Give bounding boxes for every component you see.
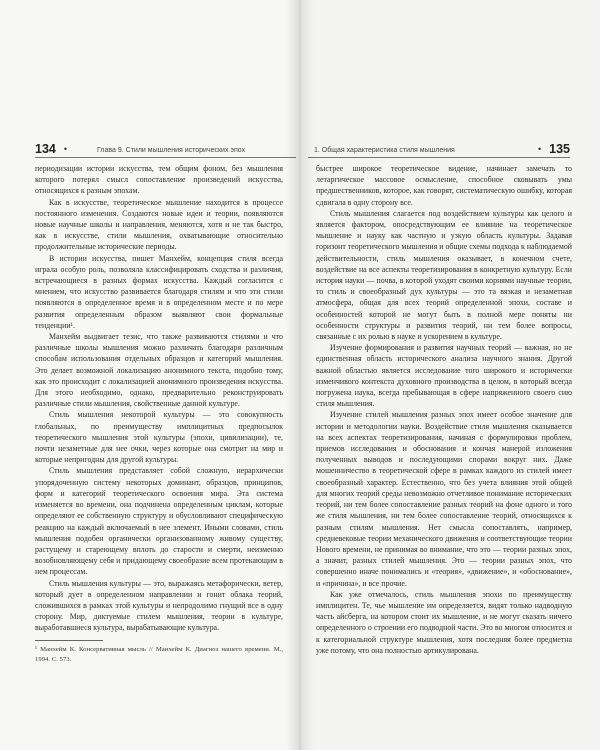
right-bullet: • — [537, 144, 542, 154]
left-body-text — [35, 163, 283, 634]
left-page-number: 134 — [35, 142, 56, 156]
right-page — [300, 0, 600, 750]
left-paragraph-2: Как в искусстве, теоретическое мышление находится в процессе постоянного изменения. Создаются новые идеи и теории, появляются новые научные школы и направления, меняются, хотя и не так быстро, как в искусстве, стили мышления, охватывающие относительно продолжительные исторические периоды. — [35, 197, 283, 252]
right-paragraph-1: быстрее широкое теоретическое видение, начинает замечать то летаргическое массовое осмысление, способное сковывать умы предшественников, которое, как говорят, систематическую ошибку, которая сдвигала в одну сторону все. — [316, 164, 572, 207]
right-page-header — [314, 140, 570, 156]
left-paragraph-7: Стиль мышления культуры — это, выражаясь метафорически, ветер, который дует в определенном направлении и гонит облака теорий, сложившихся в рамках этой культуры и непродолимо гнущий все в одну сторону. Мир, диктуемые стилем мышления, теории в культуре, выработавшиеся культура, вырабатывающие культура. — [35, 578, 283, 633]
right-body-text — [316, 163, 572, 656]
right-page-number: 135 — [549, 142, 570, 156]
right-paragraph-3: Изучение формирования и развития научных теорий — важная, но не единственная область исторического анализа научного знания. Другой важной областью является исследование того широкого и исторически изменчивого контекста духовного производства в целом, в который всегда погружена наука, всегда пребывающая в сфере напряженного своего сию стиля мышления. — [316, 343, 572, 409]
left-running-head: Глава 9. Стили мышления исторических эпох — [97, 147, 246, 154]
left-paragraph-6: Стиль мышления представляет собой сложную, иерархически упорядоченную систему некоторых доминант, образцов, принципов, форм и категорий теоретического освоения мира. Эта система изменяется во времени, она подчинена определенным циклам, которые определяют ее собственную структуру и обусловливают специфическую реакцию на каждый включаемый в нее элемент. Иными словами, стиль мышления подобен органически организованному живому существу, растущему и стареющему вплоть до старости и смерти, неизменно возобновляющему себя и придающему своеобразие всем протекающим в нем процессам. — [35, 466, 283, 577]
right-running-head: 1. Общая характеристика стиля мышления — [314, 147, 455, 154]
left-paragraph-5: Стиль мышления некоторой культуры — это совокупность глобальных, по преимуществу имплицитных предпосылок теоретического мышления этой культуры (эпохи, цивилизации), те, почти незаметные для нее очки, через которые она смотрит на мир и которые непригодны для другой культуры. — [35, 410, 283, 465]
left-header-rule — [35, 157, 296, 158]
left-paragraph-3: В истории искусства, пишет Манхейм, концепция стиля всегда играла особую роль, позволяла классифицировать сходства и различия, встречающиеся в разных формах искусства. Каждый согласится с мнением, что искусство развивается благодаря стилям и что эти стили появляются в определенное время и в определенном месте и по мере развития определенным образом выявляют свои формальные тенденции¹. — [35, 253, 283, 330]
left-paragraph-1: периодизации истории искусства, тем общим фоном, без мышления которого потерял смысл сопоставление произведений искусства, относящихся к разным эпохам. — [35, 164, 283, 196]
left-bullet: • — [63, 144, 68, 154]
right-paragraph-2: Стиль мышления слагается под воздействием культуры как целого и является фактором, опосредствующим ее влияние на теоретическое мышление и науку как частную и узкую область культуры. Задавая горизонт теоретического мышления и общие схемы подхода к наблюдаемой действительности, стиль мышления оказывает, в конечном счете, воздействие на все аспекты теоретизирования в конкретную культуру. Если история науки — почва, в которой уходят своими корнями научные теории, то стиль и своеобразный дух культуры — это та вязкая и незаметная атмосфера, общая для всех теорий определенной эпохи, составе и особенностей которой не могут быть в полной мере поняты ни особенности структуры и развития теорий, ни тем более вопросы, связанные с их ролью в науке и ускорением в культуре. — [316, 208, 572, 342]
right-paragraph-4: Изучение стилей мышления разных эпох имеет особое значение для истории и методологии науки. Воздействие стиля мышления сказывается на всех аспектах теоретизирования, начиная с формулировки проблем, приемов исследования и обоснования и кончая манерой изложения полученных выводов и последующими спорами вокруг них. Даже мошенничество в теоретической сфере в рамках каждого из стилей имеет своеобразный характер. Естественно, что без учета влияния этой общей для многих теорий среды невозможно отчетливое понимание исторических теорий, ни тем более сопоставление разных теорий на фоне одного и того же стиля мышления, ни тем более сопоставление теорий, относящихся к разным стилям мышления. Нет смысла сопоставлять, например, средневековые теории механического движения и соответствующие теории Нового времени, не принимая во внимание, что это — теории разных эпох, а значит, разных стилей мышления. Это — теории разных эпох, что совершенно иначе понимались и «теория», «движение», и «обоснование», и «причина», и все прочие. — [316, 410, 572, 588]
left-paragraph-4: Манхейм выдвигает тезис, что также развиваются стилями и что различные школы мышления можно различать благодаря различным способам использования отдельных образцов и категорий мышления. Это делает возможной локализацию анонимного текста, подобно тому, как это происходит с локализацией анонимного произведения искусства. Для этого необходимо, однако, предварительно реконструировать различные стили мышления, свойственные данной культуре. — [35, 332, 283, 409]
footnote-rule — [35, 640, 103, 641]
right-paragraph-5: Как уже отмечалось, стиль мышления эпохи по преимуществу имплицитен. Те, чье мышление им определяется, видят только надводную часть айсберга, на котором стоит их мышление, и не могут сказать ничего определенного о строении его подводной части. Это во многом относится и к категориальной структуре мышления, хотя последняя более предметна уже потому, что она полностью артикулирована. — [316, 589, 572, 655]
footnote: ¹ Манхейм К. Консервативная мысль // Манхейм К. Диагноз нашего времени. М., 1994. С. 573. — [35, 646, 283, 663]
right-header-rule — [308, 157, 570, 158]
left-page-header — [35, 140, 294, 156]
